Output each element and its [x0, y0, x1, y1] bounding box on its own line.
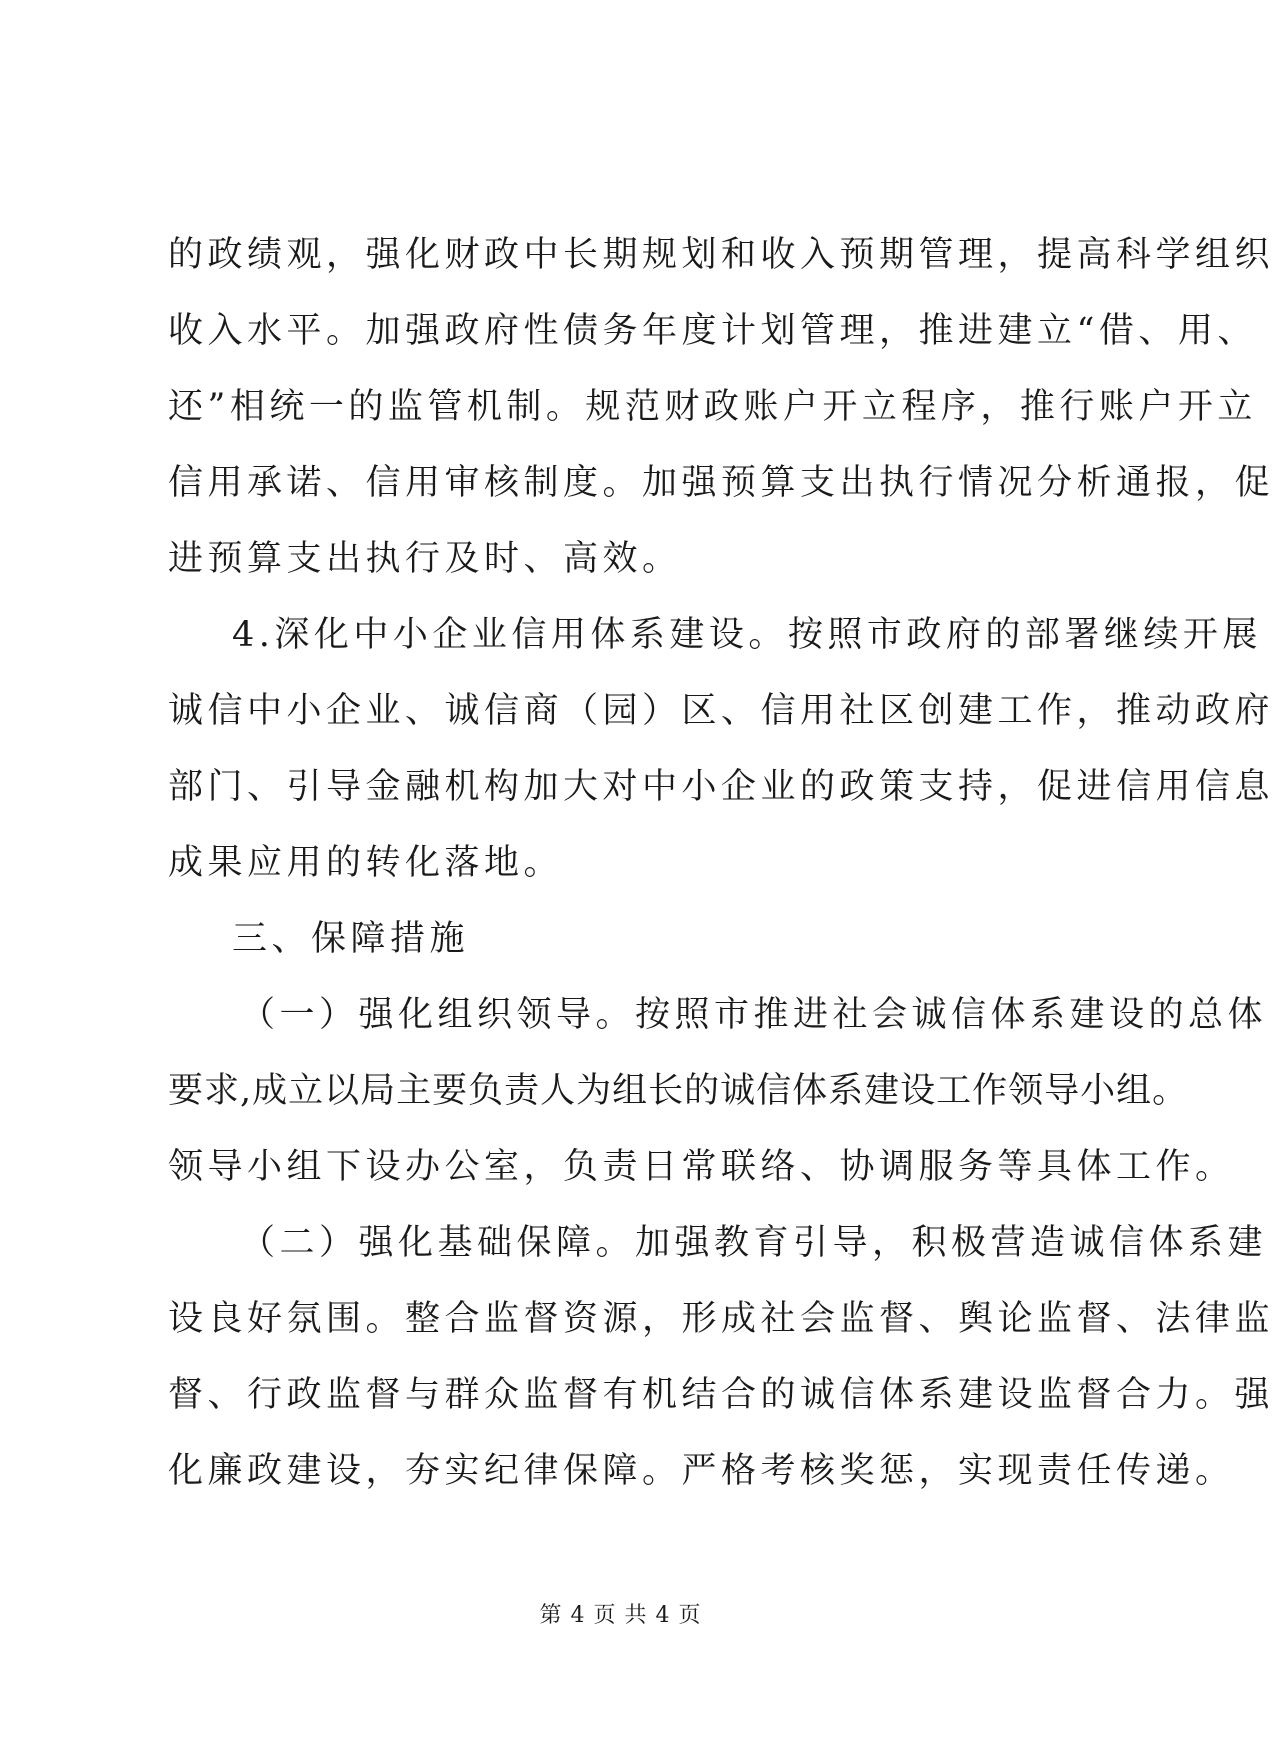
body-text-line: 设良好氛围。整合监督资源，形成社会监督、舆论监督、法律监	[168, 1299, 1274, 1339]
body-text-line: 的政绩观，强化财政中长期规划和收入预期管理，提高科学组织	[168, 235, 1274, 275]
body-text-line: 成果应用的转化落地。	[168, 843, 564, 883]
body-text-line: 部门、引导金融机构加大对中小企业的政策支持，促进信用信息	[168, 767, 1274, 807]
page-footer: 第 4 页 共 4 页	[539, 1603, 702, 1628]
body-text-line: 收入水平。加强政府性债务年度计划管理，推进建立“借、用、	[168, 311, 1257, 351]
subsection-heading: （二）强化基础保障。加强教育引导，积极营造诚信体系建	[240, 1223, 1268, 1263]
section-item-heading: 4.深化中小企业信用体系建设。按照市政府的部署继续开展	[232, 615, 1262, 655]
body-text-line: 要求,成立以局主要负责人为组长的诚信体系建设工作领导小组。	[168, 1071, 1189, 1111]
body-text-line: 诚信中小企业、诚信商（园）区、信用社区创建工作，推动政府	[168, 691, 1274, 731]
body-text-line: 信用承诺、信用审核制度。加强预算支出执行情况分析通报，促	[168, 463, 1274, 503]
body-text-line: 还”相统一的监管机制。规范财政账户开立程序，推行账户开立	[168, 387, 1257, 427]
body-text-line: 领导小组下设办公室，负责日常联络、协调服务等具体工作。	[168, 1147, 1235, 1187]
body-text-line: 化廉政建设，夯实纪律保障。严格考核奖惩，实现责任传递。	[168, 1451, 1235, 1491]
body-text-line: 督、行政监督与群众监督有机结合的诚信体系建设监督合力。强	[168, 1375, 1274, 1415]
section-heading: 三、保障措施	[232, 919, 470, 959]
body-text-line: 进预算支出执行及时、高效。	[168, 539, 682, 579]
subsection-heading: （一）强化组织领导。按照市推进社会诚信体系建设的总体	[240, 995, 1268, 1035]
